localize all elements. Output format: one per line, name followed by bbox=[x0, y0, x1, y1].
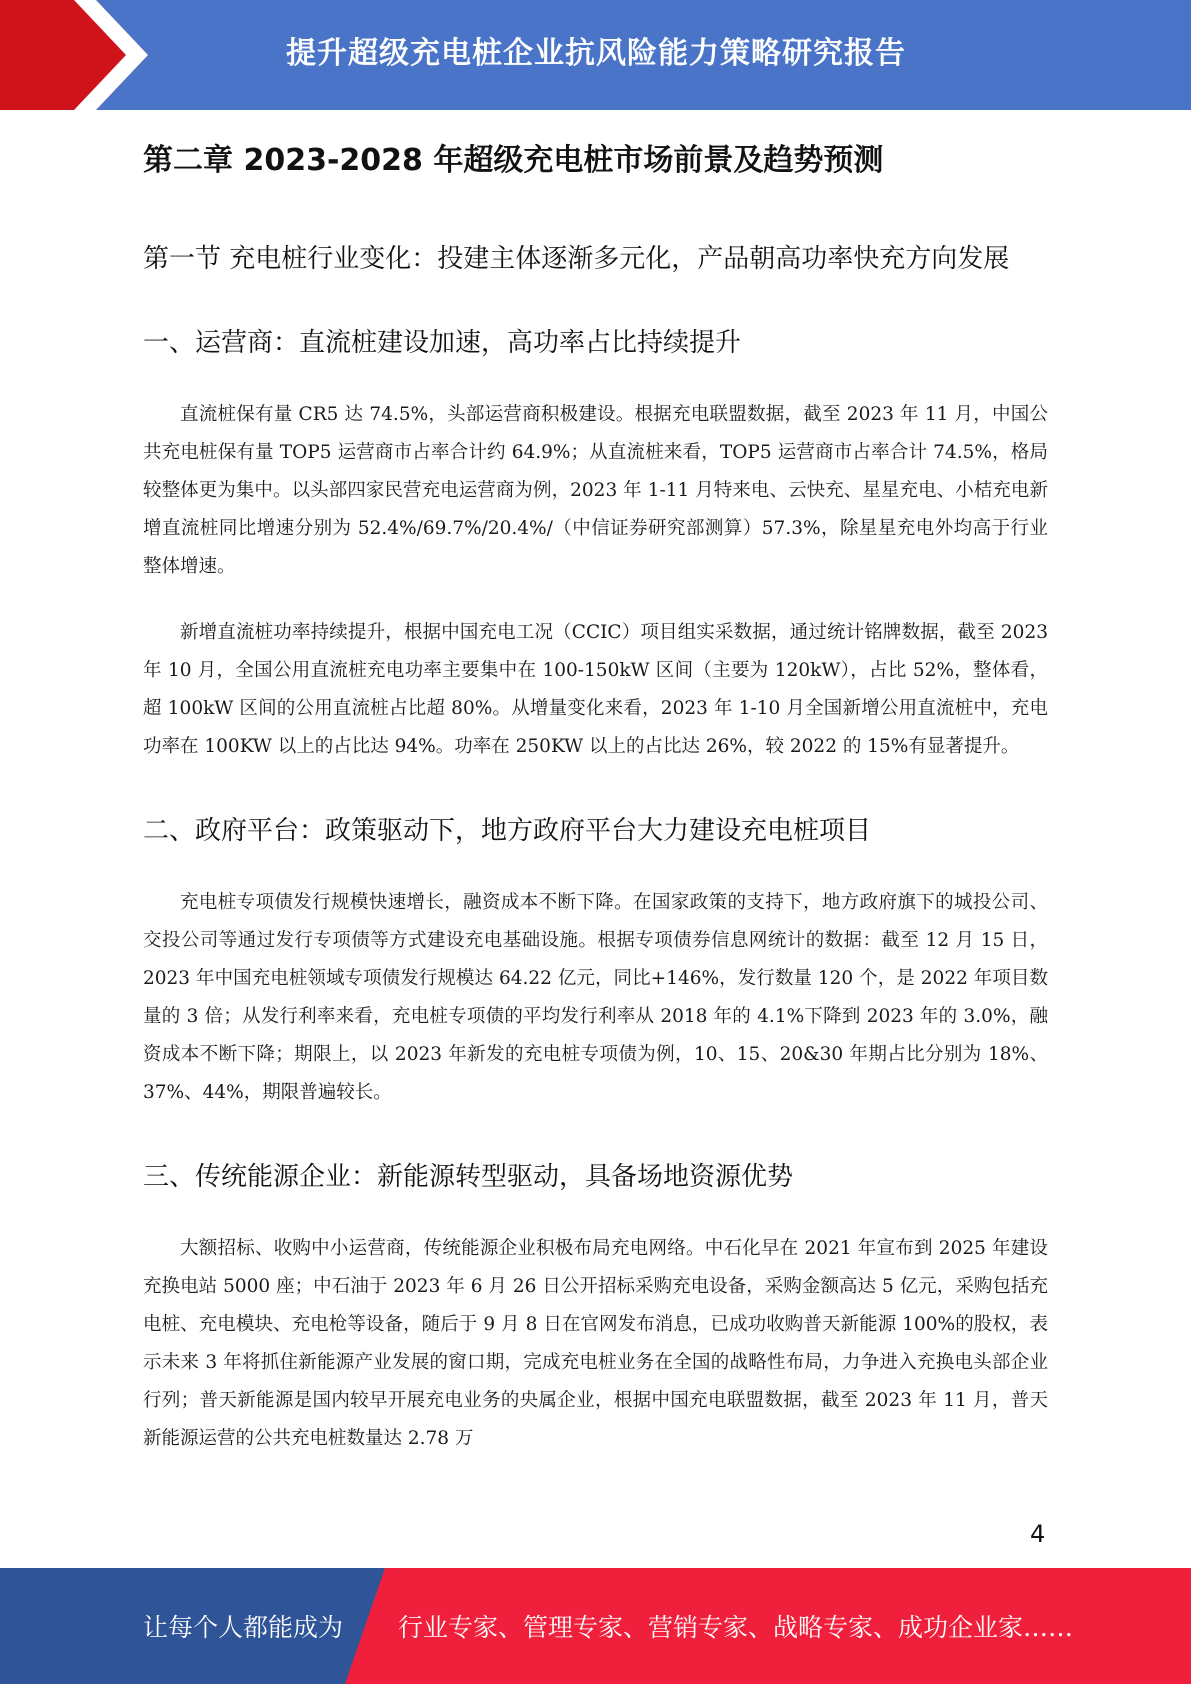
footer-slogan-right: 行业专家、管理专家、营销专家、战略专家、成功企业家…… bbox=[398, 1613, 1074, 1642]
page-footer bbox=[0, 1568, 1191, 1684]
paragraph: 大额招标、收购中小运营商，传统能源企业积极布局充电网络。中石化早在 2021 年宣布到 2025 年建设充换电站 5000 座；中石油于 2023 年 6 月 26 日公开招标采购充电设备，采购金额高达 5 亿元，采购包括充电桩、充电模块、充电枪等设备，随后于 9 月 8 日在官网发布消息，已成功收购普天新能源 100%的股权，表示未来 3 年将抓住新能源产业发展的窗口期，完成充电桩业务在全国的战略性布局，力争进入充换电头部企业行列；普天新能源是国内较早开展充电业务的央属企业，根据中国充电联盟数据，截至 2023 年 11 月，普天新能源运营的公共充电桩数量达 2.78 万 bbox=[143, 1238, 1048, 1449]
report-title: 提升超级充电桩企业抗风险能力策略研究报告 bbox=[286, 36, 906, 71]
subsection-title-2: 二、政府平台：政策驱动下，地方政府平台大力建设充电桩项目 bbox=[143, 816, 872, 846]
chapter-title: 第二章 2023-2028 年超级充电桩市场前景及趋势预测 bbox=[143, 143, 884, 178]
page-header bbox=[0, 0, 1191, 110]
page-number: 4 bbox=[1030, 1520, 1046, 1548]
header-red-arrow bbox=[0, 0, 148, 110]
paragraph: 新增直流桩功率持续提升，根据中国充电工况（CCIC）项目组实采数据，通过统计铭牌数据，截至 2023 年 10 月，全国公用直流桩充电功率主要集中在 100-150kW 区间（主要为 120kW），占比 52%，整体看，超 100kW 区间的公用直流桩占比超 80%。从增量变化来看，2023 年 1-10 月全国新增公用直流桩中，充电功率在 100KW 以上的占比达 94%。功率在 250KW 以上的占比达 26%，较 2022 的 15%有显著提升。 bbox=[143, 622, 1048, 757]
page-content bbox=[143, 138, 1048, 1458]
subsection-title-3: 三、传统能源企业：新能源转型驱动，具备场地资源优势 bbox=[143, 1162, 794, 1192]
subsection-title-1: 一、运营商：直流桩建设加速，高功率占比持续提升 bbox=[143, 328, 742, 358]
footer-slogan-left: 让每个人都能成为 bbox=[143, 1613, 344, 1642]
paragraph: 直流桩保有量 CR5 达 74.5%，头部运营商积极建设。根据充电联盟数据，截至 2023 年 11 月，中国公共充电桩保有量 TOP5 运营商市占率合计约 64.9%；从直流桩来看，TOP5 运营商市占率合计 74.5%，格局较整体更为集中。以头部四家民营充电运营商为例，2023 年 1-11 月特来电、云快充、星星充电、小桔充电新增直流桩同比增速分别为 52.4%/69.7%/20.4%/（中信证券研究部测算）57.3%，除星星充电外均高于行业整体增速。 bbox=[143, 404, 1048, 577]
section-title: 第一节 充电桩行业变化：投建主体逐渐多元化，产品朝高功率快充方向发展 bbox=[143, 244, 1010, 274]
paragraph: 充电桩专项债发行规模快速增长，融资成本不断下降。在国家政策的支持下，地方政府旗下的城投公司、交投公司等通过发行专项债等方式建设充电基础设施。根据专项债券信息网统计的数据：截至 12 月 15 日，2023 年中国充电桩领域专项债发行规模达 64.22 亿元，同比+146%，发行数量 120 个，是 2022 年项目数量的 3 倍；从发行利率来看，充电桩专项债的平均发行利率从 2018 年的 4.1%下降到 2023 年的 3.0%，融资成本不断下降；期限上，以 2023 年新发的充电桩专项债为例，10、15、20&30 年期占比分别为 18%、37%、44%，期限普遍较长。 bbox=[143, 892, 1048, 1103]
